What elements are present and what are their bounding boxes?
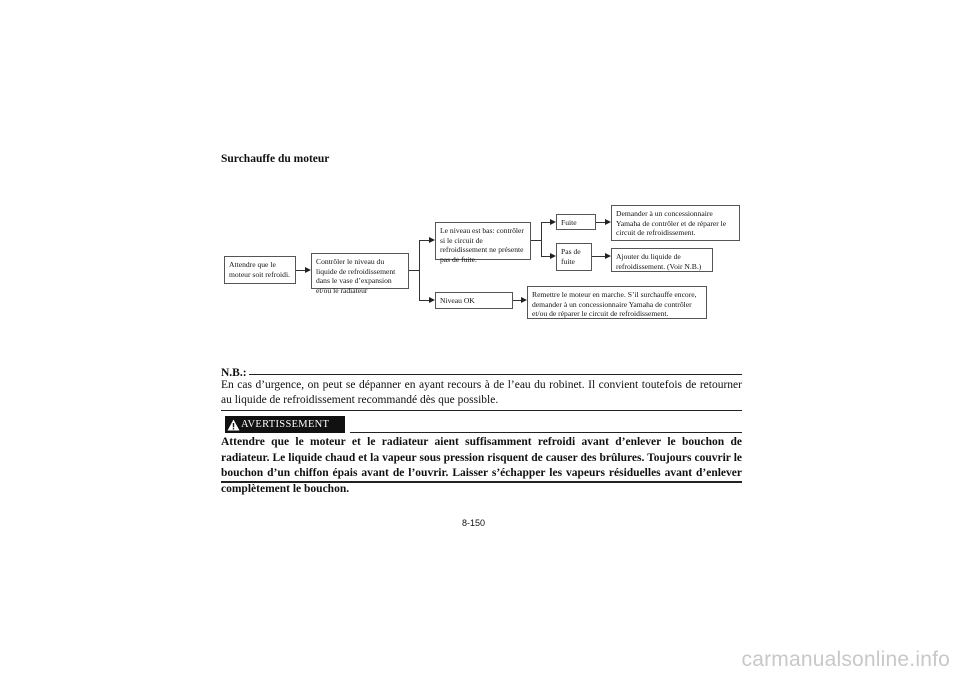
arrow-head <box>429 297 435 303</box>
connector <box>531 240 541 241</box>
connector <box>513 300 521 301</box>
arrow-head <box>550 253 556 259</box>
connector <box>592 256 605 257</box>
flow-leak: Fuite <box>556 214 596 230</box>
watermark: carmanualsonline.info <box>741 648 950 671</box>
warning-triangle-icon <box>225 416 241 433</box>
warning-text: Attendre que le moteur et le radiateur aient suffisamment refroidi avant d’enlever le bouchon de radiateur. Le liquide chaud et la vapeur sous pression risquent de causer des brûlures. Toujours couvrir le bouchon d’un chiffon épais avant de l’ouvrir. Laisser s’échapper les vapeurs résiduelles avant d’enlever complètement le bouchon. <box>221 436 742 495</box>
note-text: En cas d’urgence, on peut se dépanner en ayant recours à de l’eau du robinet. Il convient toutefois de retourner au liquide de refroidissement recommandé dès que possible. <box>221 379 742 406</box>
flow-leak-action: Demander à un concessionnaire Yamaha de contrôler et de réparer le circuit de refroidissement. <box>611 205 740 241</box>
warning-badge <box>225 416 345 433</box>
arrow-head <box>429 237 435 243</box>
flow-step-wait-cool: Attendre que le moteur soit refroidi. <box>224 256 296 284</box>
arrow-head <box>521 297 527 303</box>
flow-branch-level-ok: Niveau OK <box>435 292 513 309</box>
connector <box>541 222 550 223</box>
note-rule <box>249 374 742 375</box>
arrow-head <box>605 219 611 225</box>
warning-label: AVERTISSEMENT <box>241 419 330 430</box>
page-number: 8-150 <box>462 518 486 528</box>
section-divider <box>221 410 742 411</box>
warning-rule <box>350 432 742 433</box>
flow-no-leak: Pas de fuite <box>556 243 592 271</box>
arrow-head <box>605 253 611 259</box>
connector <box>419 300 429 301</box>
connector <box>409 270 419 271</box>
flow-branch-level-low: Le niveau est bas: contrôler si le circuit de refroidissement ne présente pas de fuite. <box>435 222 531 260</box>
page-title: Surchauffe du moteur <box>221 153 330 165</box>
section-divider <box>221 481 742 483</box>
connector <box>419 240 429 241</box>
connector <box>296 270 305 271</box>
connector <box>541 222 542 257</box>
flow-no-leak-action: Ajouter du liquide de refroidissement. (Voir N.B.) <box>611 248 713 272</box>
flow-ok-action: Remettre le moteur en marche. S’il surchauffe encore, demander à un concessionnaire Yamaha de contrôler et/ou de réparer le circuit de refroidissement. <box>527 286 707 319</box>
connector <box>419 240 420 301</box>
note-label: N.B.: <box>221 367 247 379</box>
flow-step-check-level: Contrôler le niveau du liquide de refroidissement dans le vase d’expansion et/ou le radiateur <box>311 253 409 289</box>
connector <box>541 256 550 257</box>
arrow-head <box>305 267 311 273</box>
connector <box>596 222 605 223</box>
arrow-head <box>550 219 556 225</box>
